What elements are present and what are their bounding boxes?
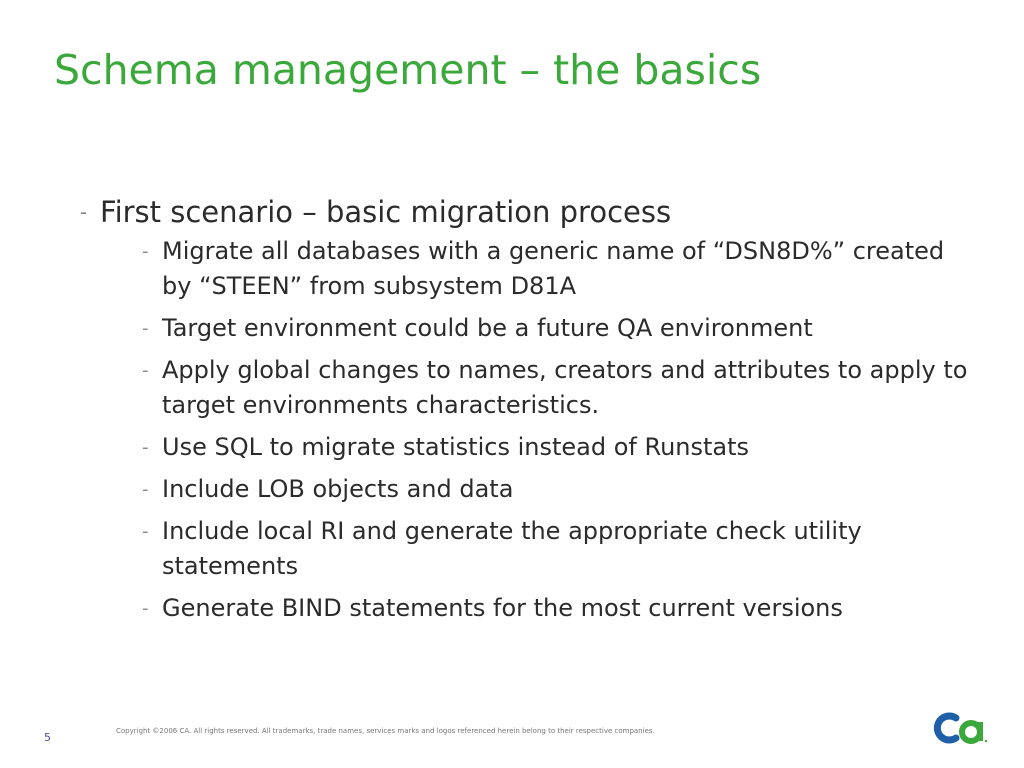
bullet-marker: -: [80, 200, 88, 224]
sub-bullet: [140, 472, 978, 507]
level1-bullet: [78, 190, 978, 234]
logo-dot: [985, 740, 987, 742]
bullet-marker: -: [142, 521, 149, 542]
page-number: 5: [44, 731, 51, 744]
sub-bullet-list: [140, 234, 978, 626]
bullet-list: [78, 190, 978, 633]
sub-bullet-text: Include local RI and generate the appropriate check utility statements: [162, 517, 862, 580]
sub-bullet-text: Include LOB objects and data: [162, 475, 514, 503]
bullet-marker: -: [142, 360, 149, 381]
slide-title: Schema management – the basics: [54, 46, 762, 94]
sub-bullet: [140, 234, 978, 304]
bullet-marker: -: [142, 437, 149, 458]
bullet-marker: -: [142, 318, 149, 339]
logo-c-shape: [937, 716, 956, 740]
sub-bullet: [140, 311, 978, 346]
bullet-marker: -: [142, 598, 149, 619]
sub-bullet: [140, 514, 978, 584]
sub-bullet: [140, 591, 978, 626]
sub-bullet: [140, 430, 978, 465]
ca-logo: [930, 708, 990, 748]
sub-bullet-text: Target environment could be a future QA environment: [162, 314, 813, 342]
sub-bullet-text: Apply global changes to names, creators and attributes to apply to target environments characteristics.: [162, 356, 968, 419]
logo-a-stem: [977, 722, 983, 741]
level1-bullet-text: First scenario – basic migration process: [100, 195, 672, 229]
sub-bullet: [140, 353, 978, 423]
bullet-marker: -: [142, 479, 149, 500]
bullet-marker: -: [142, 241, 149, 262]
sub-bullet-text: Use SQL to migrate statistics instead of Runstats: [162, 433, 750, 461]
copyright-notice: Copyright ©2006 CA. All rights reserved. All trademarks, trade names, services marks and logos referenced herein belong to their respective companies.: [116, 727, 655, 735]
sub-bullet-text: Migrate all databases with a generic name of “DSN8D%” created by “STEEN” from subsystem D81A: [162, 237, 945, 300]
sub-bullet-text: Generate BIND statements for the most current versions: [162, 594, 843, 622]
